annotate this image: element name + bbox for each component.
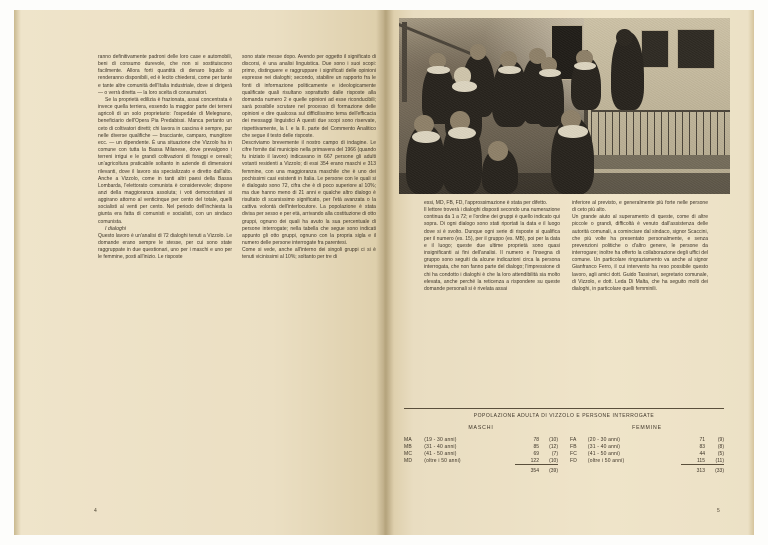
total-count: 313 [681, 465, 707, 474]
text-column-4 [572, 200, 708, 293]
row-code: MC [404, 450, 413, 457]
row-count: 122 [530, 457, 539, 464]
row-interviewed: (10) [549, 436, 558, 443]
schoolchildren-photograph [399, 18, 730, 194]
row-code: FB [570, 443, 577, 450]
book-gutter-shadow [376, 10, 394, 535]
table-row [404, 436, 558, 443]
row-code: MB [404, 443, 412, 450]
row-range: (31 - 40 anni) [587, 443, 621, 450]
paragraph: sono state messe dopo. Avendo per oggetto il significato di discorsi, è una analisi linguistica. Due sono i suoi scopi: primo, distinguere e raggruppare i significati delle opinioni espresse nei dialoghi; secondo, stabilire un rapporto fra le fonti di informazione politicamente e ideologicamente qualificate quali risultano soprattutto dalle risposte alla domanda numero 2 e quelle opinioni ad esse riconducibili; sarà possibile scrutare nel processo di formazione delle opinioni e dire qualcosa sul difficilissimo tema dell'efficacia dei messaggi linguistici A questi due scopi sono riservate, rispettivamente, la I. e la II. parte del Commento Analitico che segue il testo delle risposte. [242, 54, 376, 139]
page-edge-right [748, 10, 754, 535]
table-row [404, 457, 558, 465]
row-interviewed: (8) [717, 443, 724, 450]
row-range: (41 - 50 anni) [587, 450, 621, 457]
table-row [570, 450, 724, 457]
paragraph: ranno definitivamente padroni delle loro case e automobili, beni di consumo durevole, che non si sostituiscono facilmente. Allora forti quantità di denaro liquido si renderanno disponibili, ed è lecito chiedersi, come per tante e tante altre comunità dell'Italia industriale, dove si dirigerà — o verrà diretta — la loro scelta di consumatori. [98, 54, 232, 96]
table-top-rule [404, 408, 724, 409]
section-heading-i-dialoghi: I dialoghi [105, 225, 126, 232]
table-half-males [404, 425, 558, 474]
row-code: FD [570, 458, 578, 465]
table-title: POPOLAZIONE ADULTA DI VIZZOLO E PERSONE INTERROGATE [473, 413, 655, 419]
row-interviewed: (5) [717, 450, 724, 457]
table-row [570, 436, 724, 443]
total-count: 354 [515, 465, 541, 474]
row-count: 71 [699, 436, 705, 443]
row-interviewed: (10) [549, 457, 558, 464]
row-count: 83 [699, 443, 705, 450]
row-range: (oltre i 50 anni) [424, 458, 461, 465]
table-total-row [404, 465, 558, 474]
page-number-right: 5 [717, 508, 720, 514]
row-interviewed: (9) [717, 436, 724, 443]
open-book [14, 10, 754, 535]
table-header-maschi: MASCHI [468, 425, 494, 431]
page-number-left: 4 [94, 508, 97, 514]
row-count: 85 [533, 443, 539, 450]
paragraph: Come si vede, anche all'interno dei singoli gruppi ci si è tenuti vicinissimi al 10%; soltanto per tre di [242, 247, 376, 261]
table-total-row [570, 465, 724, 474]
total-interviewed: (33) [707, 465, 724, 474]
row-count: 78 [533, 436, 539, 443]
table-males [404, 436, 558, 474]
row-code: FC [570, 450, 578, 457]
photo-film-grain [399, 18, 730, 194]
text-column-1 [98, 54, 232, 262]
paragraph: essi, MD, FB, FD, l'approssimazione è stata per difetto. [424, 200, 548, 206]
table-row [570, 443, 724, 450]
row-code: MA [404, 436, 412, 443]
table-row [404, 450, 558, 457]
table-header-femmine: FEMMINE [632, 425, 662, 431]
text-column-3 [424, 200, 560, 293]
population-table [404, 408, 724, 474]
row-range: (31 - 40 anni) [424, 443, 457, 450]
paragraph: Il lettore troverà i dialoghi disposti secondo una numerazione continua da 1 a 72; e l'ordine dei gruppi è quello indicato qui sopra. Di ogni dialogo sono stati riportati la data e il luogo dove si è svolto. Dunque ogni serie di risposte si qualifica per il numero (es. 15), per il gruppo (es. MB), poi per la data e il luogo; queste due ultime proprietà sono quasi insignificanti ai fini dell'analisi. Il numero e l'insegna di gruppo sono seguiti da alcune indicazioni circa la persona interrogata, che non fanno parte del dialogo; l'impressione di chi ha condotto i dialoghi è che la loro attendibilità sia molto elevata, anche perché la reticenza a rispondere su queste domande personali si è rivelata assai [424, 207, 560, 292]
table-half-females [570, 425, 724, 474]
row-count: 44 [699, 450, 705, 457]
row-count: 115 [697, 457, 705, 464]
paragraph: Questo lavoro è un'analisi di 72 dialoghi tenuti a Vizzolo. Le domande erano sempre le stesse, per cui sono state raggruppate in due questionari, uno per i maschi e uno per le femmine, posti all'inizio. Le risposte [98, 232, 232, 261]
row-count: 69 [533, 450, 539, 457]
row-range: (19 - 30 anni) [424, 436, 457, 443]
row-range: (41 - 50 anni) [424, 450, 457, 457]
row-interviewed: (7) [551, 450, 558, 457]
row-range: (oltre i 50 anni) [587, 458, 625, 465]
row-interviewed: (12) [549, 443, 558, 450]
row-code: MD [404, 458, 413, 465]
table-row [570, 457, 724, 465]
paragraph: Se la proprietà edilizia è frazionata, assai concentrata è invece quella terriera, essendo la maggior parte dei terreni agricoli di un solo proprietario: l'ospedale di Melegnano, beneficiario dell'Opera Pia Predabissi. Manca pertanto un ceto di coltivatori diretti; chi lavora in cascina è sempre, pur nelle diverse qualifiche — bracciante, camparo, mungitore ecc. — un dipendente. È una situazione che Vizzolo ha in comune con tutta la Bassa Milanese, dove prevalgono i terreni irrigui e le grandi coltivazioni di foraggi e cereali; un'agricoltura praticabile soltanto in aziende di dimensioni rilevanti, dove il lavoro sia specializzato e diretto dall'alto. Anche a Vizzolo, come in tanti altri paesi della Bassa Lombarda, l'elettorato comunista è considerevole; dispone anzi della maggioranza assoluta; i voti democristiani si aggirano attorno al venticinque per cento del totale, quelli socialisti al venti per cento. Nel periodo dell'inchiesta la giunta era fatta di comunisti e socialisti, con un sindaco comunista. [98, 96, 232, 225]
text-column-2 [242, 54, 376, 262]
page-edge-left [14, 10, 21, 535]
row-range: (20 - 30 anni) [587, 436, 621, 443]
total-interviewed: (39) [541, 465, 558, 474]
row-interviewed: (11) [715, 457, 724, 464]
table-females [570, 436, 724, 474]
paragraph: inferiore al previsto, e generalmente più forte nelle persone di ceto più alto. [572, 200, 708, 214]
row-code: FA [570, 436, 577, 443]
paragraph: Descriviamo brevemente il nostro campo di indagine. Le cifre fornite dal municipio nella primavera del 1966 (quando fu iniziato il lavoro) indicavano in 667 persone gli adulti votanti residenti a Vizzolo; di essi 354 erano maschi e 313 femmine, con una maggioranza maschile che è uno dei pochissimi casi esistenti in Italia. Le persone con le quali si è dialogato sono 72, cifra che è di poco superiore al 10%; ma due hanno meno di 21 anni e qualche altro dialogo è risultato di scarsissimo significato, per l'età avanzata o la cattiva volontà dell'interlocutore. La popolazione è stata divisa per sesso e per età, arrivando alla costituzione di otto gruppi, ognuno dei quali ha avuto la sua percentuale di persone interrogate; nella tabella che segue sono indicati appunto gli otto gruppi, ognuno con la propria sigla e il numero delle persone interrogate fra parentesi. [242, 139, 376, 247]
paragraph: Un grande aiuto al superamento di queste, come di altre piccole o grandi, difficoltà è venuto dall'assistenza delle autorità comunali, a cominciare dal sindaco, signor Scaccini, che più volte ha presentato personalmente, e senza prevenzioni politiche o d'altro genere, le persone da interrogare; inoltre ha offerto la collaborazione degli uffici del comune. Un particolare ringraziamento va anche al signor Gianfranco Ferro, il cui intervento ha reso possibile questo lavoro, agli amici dott. Guido Tassinari, segretario comunale, di Vizzolo, e dott. Leda Di Malta, che ha seguito molti dei dialoghi, in particolare quelli femminili. [572, 214, 708, 292]
table-row [404, 443, 558, 450]
